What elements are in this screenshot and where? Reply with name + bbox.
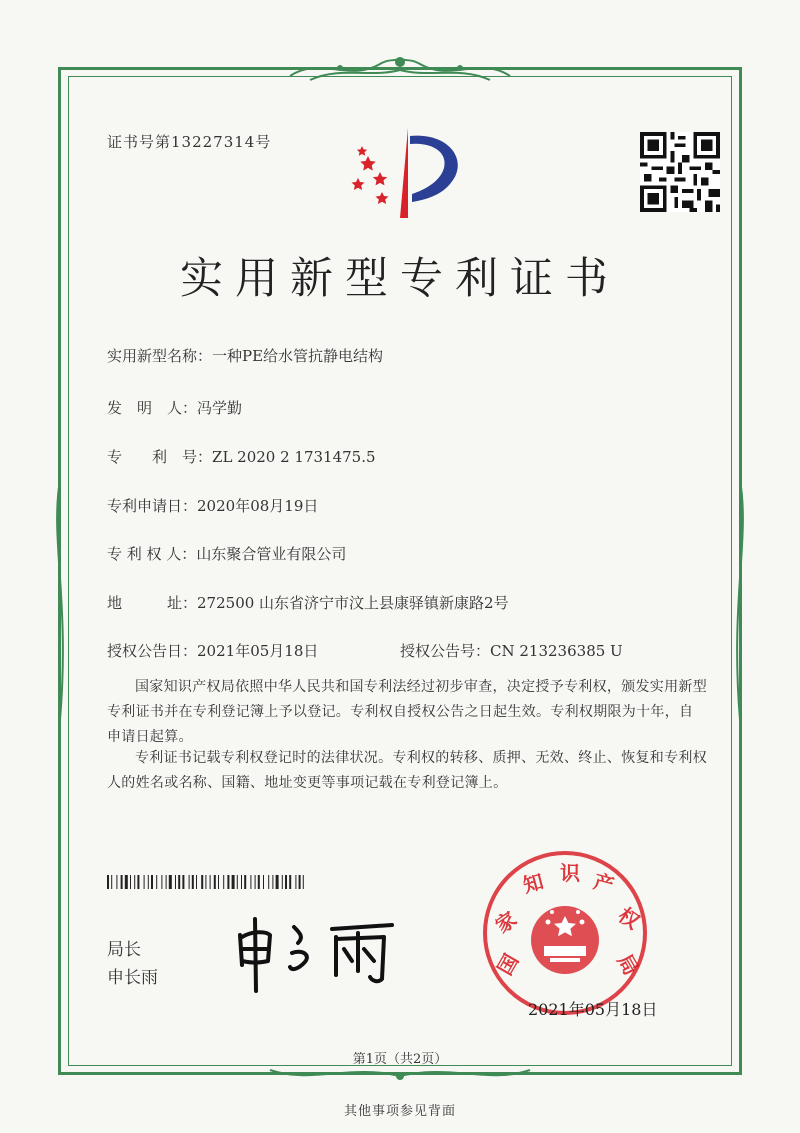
svg-text:国: 国 [492, 949, 524, 980]
field-patentee [107, 543, 346, 564]
signatory-name: 申长雨 [107, 968, 158, 988]
field-label: 实用新型名称： [107, 347, 213, 365]
qr-code [640, 132, 720, 212]
field-value: 山东聚合管业有限公司 [196, 545, 347, 563]
field-value: 2020年08月19日 [197, 497, 319, 515]
field-label: 专 利 权 人： [107, 545, 197, 563]
field-label: 授权公告号： [400, 642, 491, 660]
field-label: 专 利 号： [107, 448, 213, 466]
field-value: 272500 山东省济宁市汶上县康驿镇新康路2号 [197, 594, 509, 612]
field-patent-number [107, 446, 376, 467]
right-ornament [728, 480, 752, 720]
signatory-title: 局长 [107, 940, 141, 960]
field-inventor [107, 397, 242, 418]
field-label: 地 址： [107, 594, 198, 612]
page-number: 第1页（共2页） [352, 1052, 448, 1067]
left-ornament [48, 480, 72, 720]
field-label: 专利申请日： [107, 497, 198, 515]
svg-text:产: 产 [591, 869, 617, 898]
svg-text:权: 权 [613, 902, 645, 934]
statement-paragraph-2: 专利证书记载专利权登记时的法律状况。专利权的转移、质押、无效、终止、恢复和专利权人的姓名或名称、国籍、地址变更等事项记载在专利登记簿上。 [107, 750, 707, 791]
field-address [107, 592, 509, 613]
svg-text:识: 识 [560, 861, 580, 885]
top-ornament [280, 52, 520, 86]
barcode [107, 875, 307, 889]
field-value: CN 213236385 U [490, 642, 623, 660]
field-grant-date [107, 640, 318, 661]
certificate-number: 证书号第13227314号 [107, 133, 272, 151]
field-label: 发 明 人： [107, 399, 198, 417]
certificate-title: 实用新型专利证书 [180, 254, 620, 304]
field-utility-model-name [107, 345, 383, 366]
svg-text:家: 家 [490, 906, 522, 938]
handwritten-signature [232, 905, 402, 995]
footer-note: 其他事项参见背面 [343, 1104, 456, 1119]
statement-paragraph-1: 国家知识产权局依照中华人民共和国专利法经过初步审查，决定授予专利权，颁发实用新型专利证书并在专利登记簿上予以登记。专利权自授权公告之日起生效。专利权期限为十年，自申请日起算。 [107, 679, 707, 745]
seal-date: 2021年05月18日 [528, 1000, 658, 1019]
field-filing-date [107, 495, 318, 516]
field-value: 一种PE给水管抗静电结构 [212, 347, 384, 365]
field-value: ZL 2020 2 1731475.5 [212, 448, 376, 466]
field-label: 授权公告日： [107, 642, 198, 660]
field-value: 冯学勤 [197, 399, 243, 417]
svg-text:局: 局 [612, 949, 644, 980]
official-seal [480, 848, 650, 1018]
field-grant-number [400, 640, 623, 661]
svg-text:知: 知 [520, 869, 546, 898]
cnipa-logo [340, 122, 470, 222]
field-value: 2021年05月18日 [197, 642, 319, 660]
